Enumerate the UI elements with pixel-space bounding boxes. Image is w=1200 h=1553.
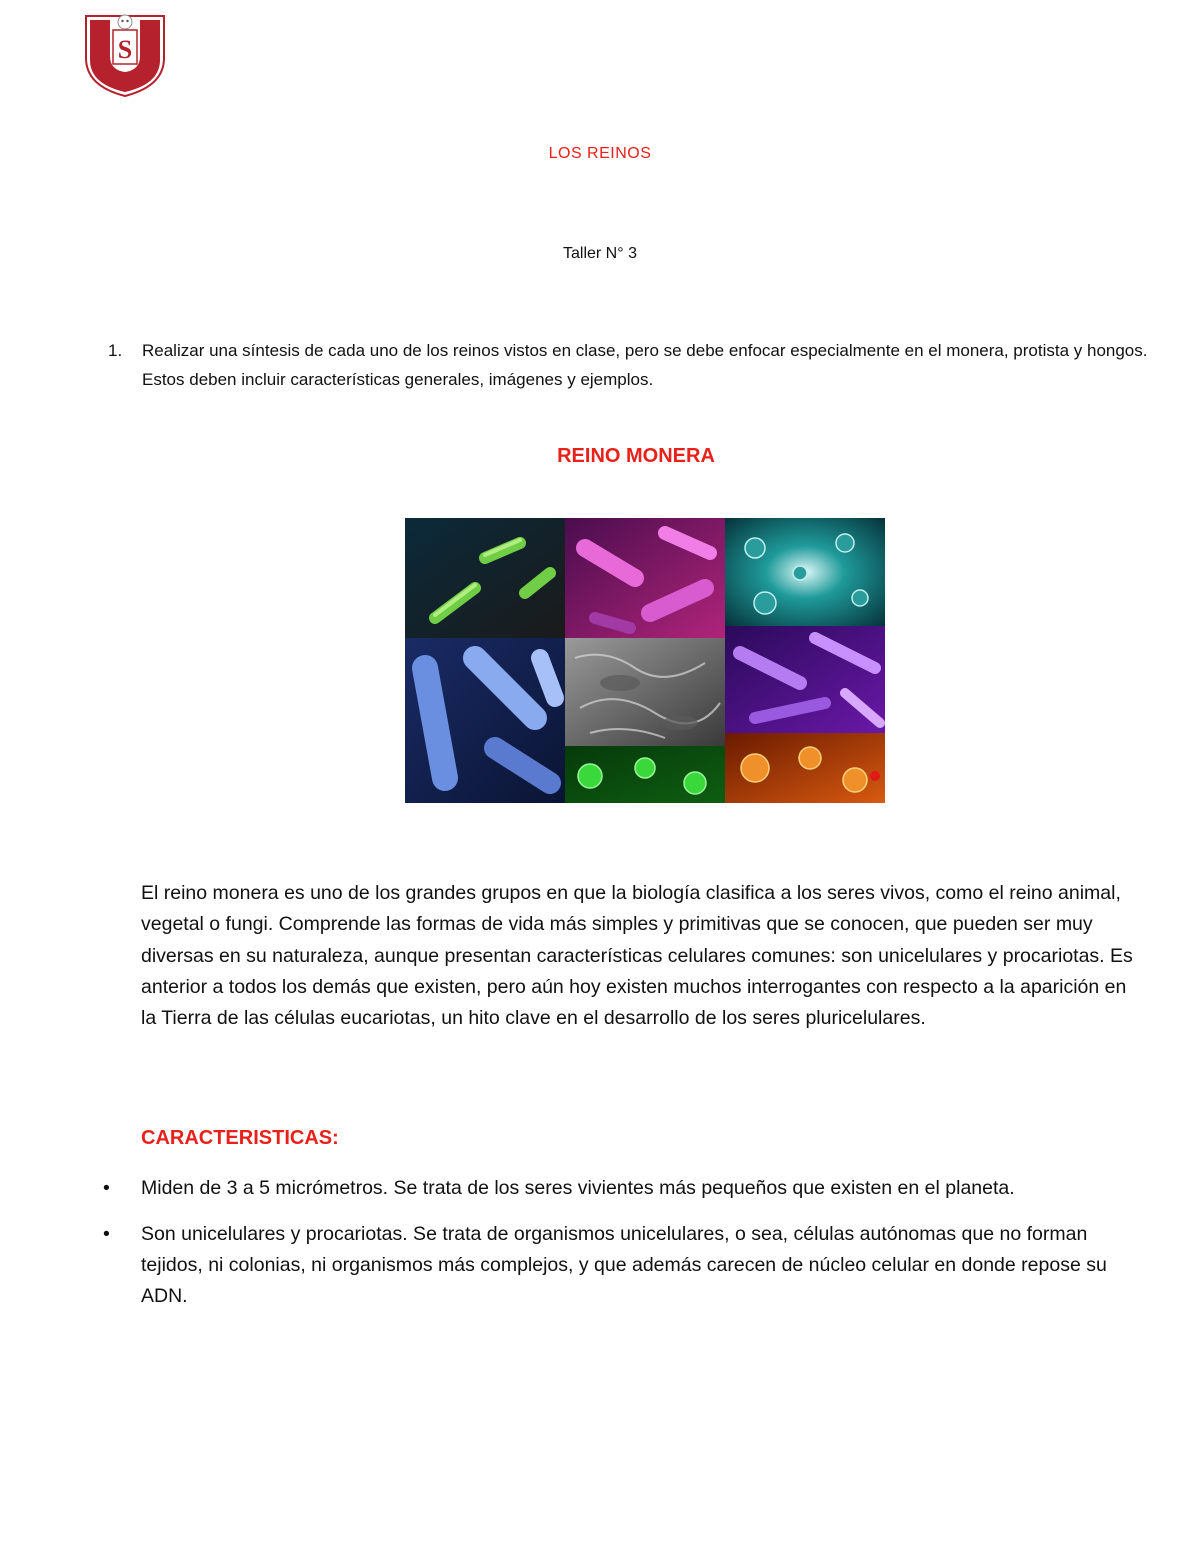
characteristics-list [100,1173,1140,1327]
list-item [100,1173,1140,1204]
task-text: Realizar una síntesis de cada uno de los reinos vistos en clase, pero se debe enfocar especialmente en el monera, protista y hongos. Estos deben incluir características generales, imágenes y ejemplos. [142,341,1148,389]
list-item-text: Miden de 3 a 5 micrómetros. Se trata de los seres vivientes más pequeños que existen en el planeta. [141,1177,1015,1199]
document-subtitle: Taller N° 3 [563,245,637,262]
svg-text:S: S [117,35,133,64]
section-title: REINO MONERA [557,445,715,467]
bullet-icon: • [103,1177,110,1199]
bullet-icon: • [103,1223,110,1245]
list-item-text: Son unicelulares y procariotas. Se trata de organismos unicelulares, o sea, células autónomas que no forman tejidos, ni colonias, ni organismos más complejos, y que además carecen de núcleo celular en donde repose su ADN. [141,1223,1107,1307]
task-number: 1. [108,341,123,360]
task-item [108,336,1148,394]
document-title: LOS REINOS [548,145,652,162]
intro-paragraph: El reino monera es uno de los grandes grupos en que la biología clasifica a los seres vivos, como el reino animal, vegetal o fungi. Comprende las formas de vida más simples y primitivas que se conocen, que pueden ser muy diversas en su naturaleza, aunque presentan características celulares comunes: son unicelulares y procariotas. Es anterior a todos los demás que existen, pero aún hoy existen muchos interrogantes con respecto a la aparición en la Tierra de las células eucariotas, un hito clave en el desarrollo de los seres pluricelulares. [141,882,1133,1030]
school-logo-icon [80,8,170,98]
bacteria-collage-image [405,518,885,803]
list-item [100,1219,1140,1312]
characteristics-title: CARACTERISTICAS: [141,1127,339,1149]
